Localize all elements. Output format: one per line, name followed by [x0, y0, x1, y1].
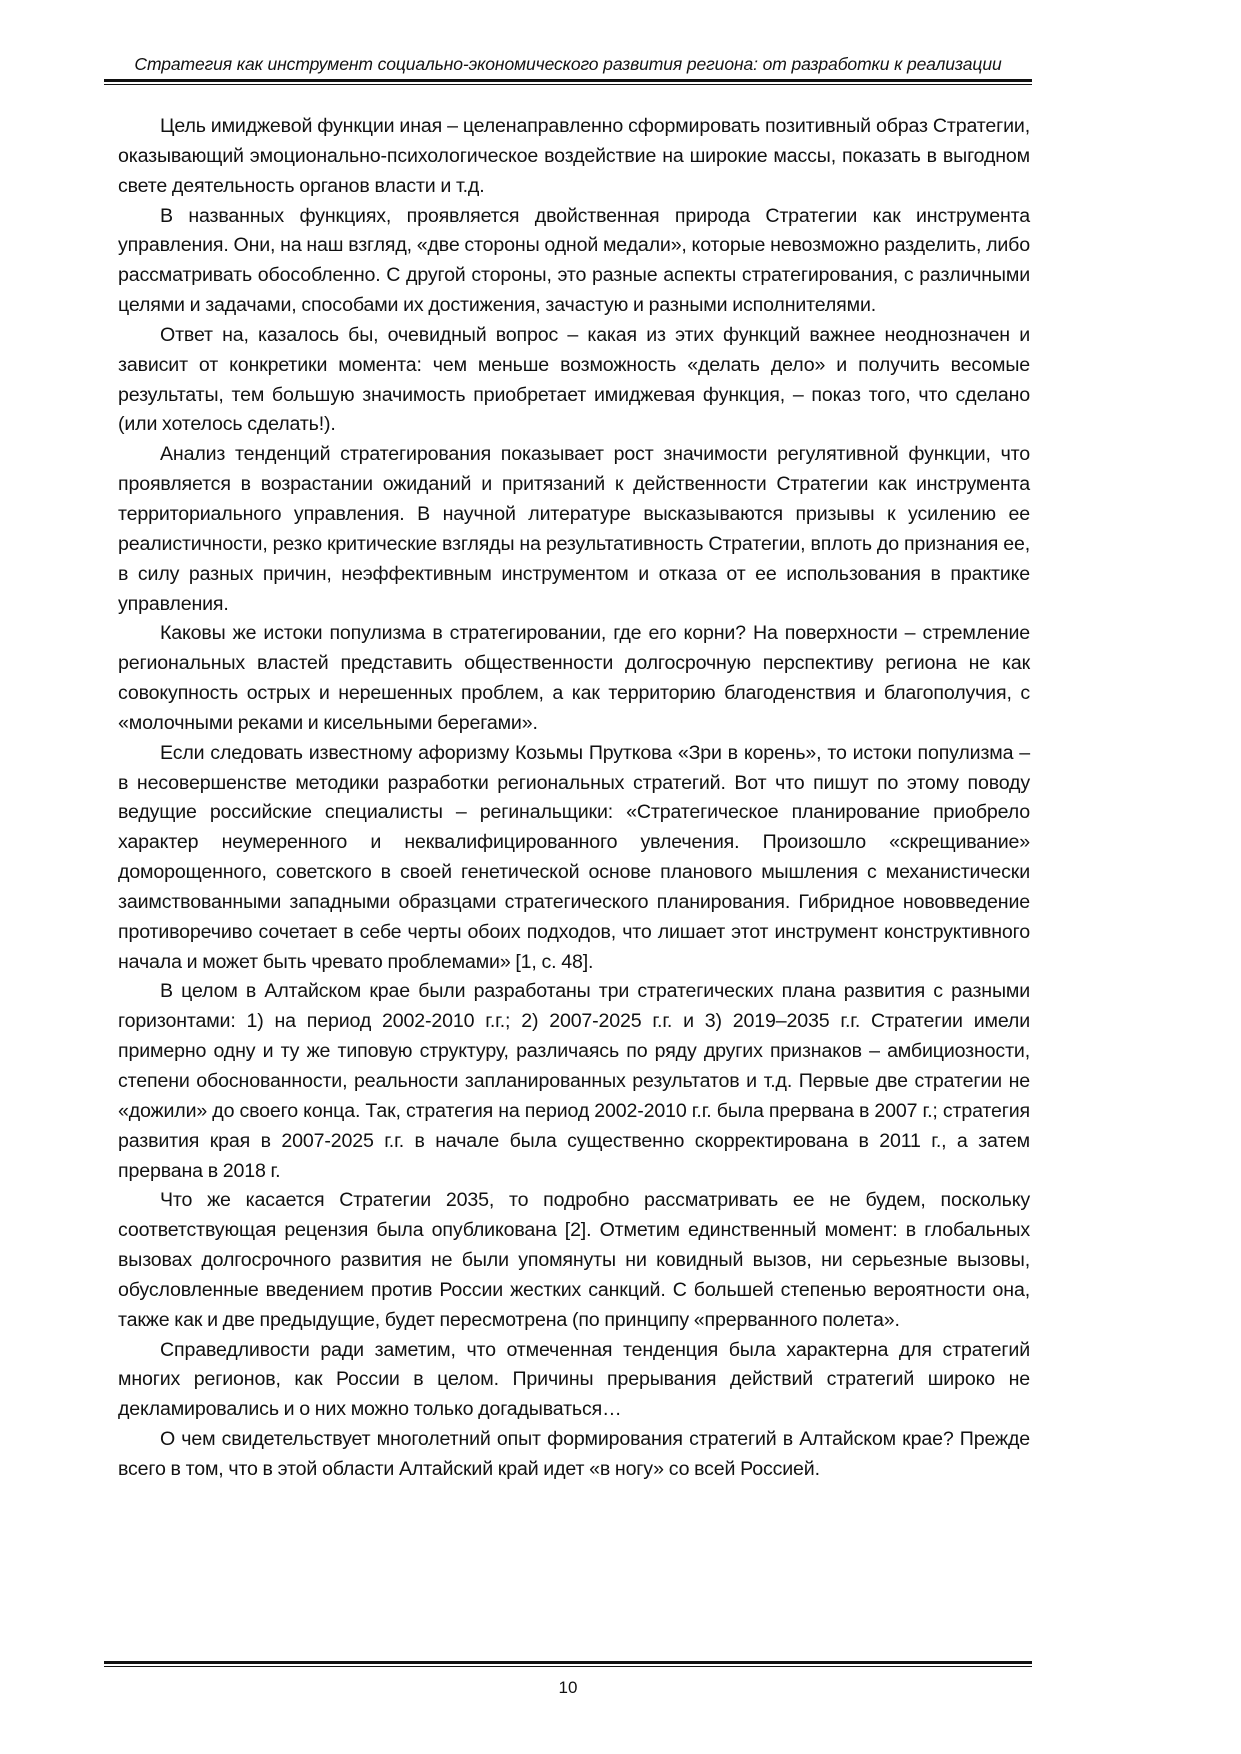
page-body — [118, 112, 1030, 1485]
paragraph: Что же касается Стратегии 2035, то подробно рассматривать ее не будем, поскольку соответствующая рецензия была опубликована [2]. Отметим единственный момент: в глобальных вызовах долгосрочного развития не были упомянуты ни ковидный вызов, ни серьезные вызовы, обусловленные введением против России жестких санкций. С большей степенью вероятности она, также как и две предыдущие, будет пересмотрена (по принципу «прерванного полета». — [118, 1189, 1030, 1331]
header-rule-thin — [104, 84, 1032, 85]
footer-rule-thin — [104, 1666, 1032, 1667]
paragraph: В целом в Алтайском крае были разработаны три стратегических плана развития с разными горизонтами: 1) на период 2002-2010 г.г.; 2) 2007-2025 г.г. и 3) 2019–2035 г.г. Стратегии имели примерно одну и ту же типовую структуру, различаясь по ряду других признаков – амбициозности, степени обоснованности, реальности запланированных результатов и т.д. Первые две стратегии не «дожили» до своего конца. Так, стратегия на период 2002-2010 г.г. была прервана в 2007 г.; стратегия развития края в 2007-2025 г.г. в начале была существенно скорректирована в 2011 г., а затем прервана в 2018 г. — [118, 980, 1030, 1182]
running-title: Стратегия как инструмент социально-экономического развития региона: от разработки к реализации — [134, 54, 1002, 74]
paragraph: Цель имиджевой функции иная – целенаправленно сформировать позитивный образ Стратегии, оказывающий эмоционально-психологическое воздействие на широкие массы, показать в выгодном свете деятельность органов власти и т.д. — [118, 115, 1030, 197]
paragraph: Ответ на, казалось бы, очевидный вопрос – какая из этих функций важнее неоднозначен и зависит от конкретики момента: чем меньше возможность «делать дело» и получить весомые результаты, тем большую значимость приобретает имиджевая функция, – показ того, что сделано (или хотелось сделать!). — [118, 323, 1030, 436]
page-number: 10 — [558, 1678, 578, 1697]
page-footer — [104, 1661, 1032, 1698]
paragraph: О чем свидетельствует многолетний опыт формирования стратегий в Алтайском крае? Прежде всего в том, что в этой области Алтайский край идет «в ногу» со всей Россией. — [118, 1428, 1030, 1480]
paragraph: В названных функциях, проявляется двойственная природа Стратегии как инструмента управления. Они, на наш взгляд, «две стороны одной медали», которые невозможно разделить, либо рассматривать обособленно. С другой стороны, это разные аспекты стратегирования, с различными целями и задачами, способами их достижения, зачастую и разными исполнителями. — [118, 204, 1030, 317]
paragraph: Анализ тенденций стратегирования показывает рост значимости регулятивной функции, что проявляется в возрастании ожиданий и притязаний к действенности Стратегии как инструмента территориального управления. В научной литературе высказываются призывы к усилению ее реалистичности, резко критические взгляды на результативность Стратегии, вплоть до признания ее, в силу разных причин, неэффективным инструментом и отказа от ее использования в практике управления. — [118, 443, 1030, 615]
footer-rule-thick — [104, 1661, 1032, 1664]
paragraph: Каковы же истоки популизма в стратегировании, где его корни? На поверхности – стремление региональных властей представить общественности долгосрочную перспективу региона не как совокупность острых и нерешенных проблем, а как территорию благоденствия и благополучия, с «молочными реками и кисельными берегами». — [118, 622, 1030, 734]
running-header — [104, 52, 1032, 85]
header-rule-thick — [104, 79, 1032, 82]
paragraph: Справедливости ради заметим, что отмеченная тенденция была характерна для стратегий многих регионов, как России в целом. Причины прерывания действий стратегий широко не декламировались и о них можно только догадываться… — [118, 1338, 1030, 1421]
paragraph: Если следовать известному афоризму Козьмы Пруткова «Зри в корень», то истоки популизма – в несовершенстве методики разработки региональных стратегий. Вот что пишут по этому поводу ведущие российские специалисты – регинальщики: «Стратегическое планирование приобрело характер неумеренного и неквалифицированного увлечения. Произошло «скрещивание» доморощенного, советского в своей генетической основе планового мышления с механистически заимствованными западными образцами стратегического планирования. Гибридное нововведение противоречиво сочетает в себе черты обоих подходов, что лишает этот инструмент конструктивного начала и может быть чревато проблемами» [1, с. 48]. — [118, 741, 1030, 973]
